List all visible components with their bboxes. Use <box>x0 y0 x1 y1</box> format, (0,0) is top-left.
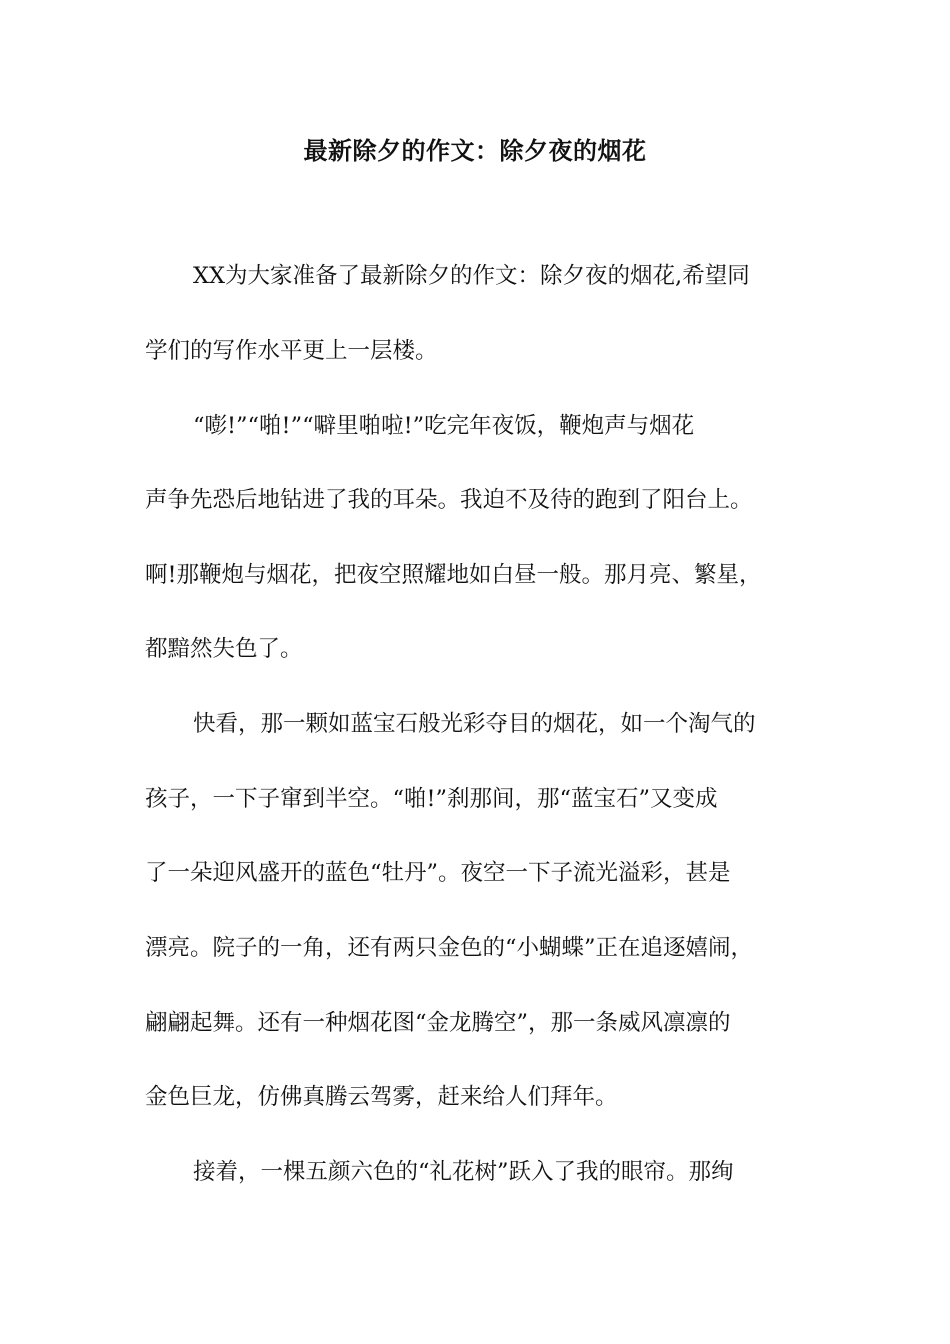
paragraph-2-line-2: 声争先恐后地钻进了我的耳朵。我迫不及待的跑到了阳台上。 <box>145 487 753 513</box>
paragraph-3-line-3: 了一朵迎风盛开的蓝色“牡丹”。夜空一下子流光溢彩，甚是 <box>145 860 731 886</box>
paragraph-4-line-1: 接着，一棵五颜六色的“礼花树”跃入了我的眼帘。那绚 <box>193 1159 734 1185</box>
document-title: 最新除夕的作文：除夕夜的烟花 <box>303 137 647 165</box>
paragraph-2-line-3: 啊!那鞭炮与烟花，把夜空照耀地如白昼一般。那月亮、繁星， <box>145 562 762 588</box>
paragraph-3-line-2: 孩子，一下子窜到半空。“啪!”刹那间，那“蓝宝石”又变成 <box>145 786 718 812</box>
paragraph-3-line-6: 金色巨龙，仿佛真腾云驾雾，赶来给人们拜年。 <box>145 1084 618 1110</box>
paragraph-2-line-1: “嘭!”“啪!”“噼里啪啦!”吃完年夜饭，鞭炮声与烟花 <box>193 413 695 439</box>
paragraph-3-line-5: 翩翩起舞。还有一种烟花图“金龙腾空”，那一条威风凛凛的 <box>145 1010 731 1036</box>
paragraph-1-line-1: XX为大家准备了最新除夕的作文：除夕夜的烟花,希望同 <box>193 263 750 289</box>
paragraph-1-line-2: 学们的写作水平更上一层楼。 <box>145 338 438 364</box>
paragraph-3-line-1: 快看，那一颗如蓝宝石般光彩夺目的烟花，如一个淘气的 <box>193 711 756 737</box>
paragraph-2-line-4: 都黯然失色了。 <box>145 636 303 662</box>
paragraph-3-line-4: 漂亮。院子的一角，还有两只金色的“小蝴蝶”正在追逐嬉闹， <box>145 935 754 961</box>
